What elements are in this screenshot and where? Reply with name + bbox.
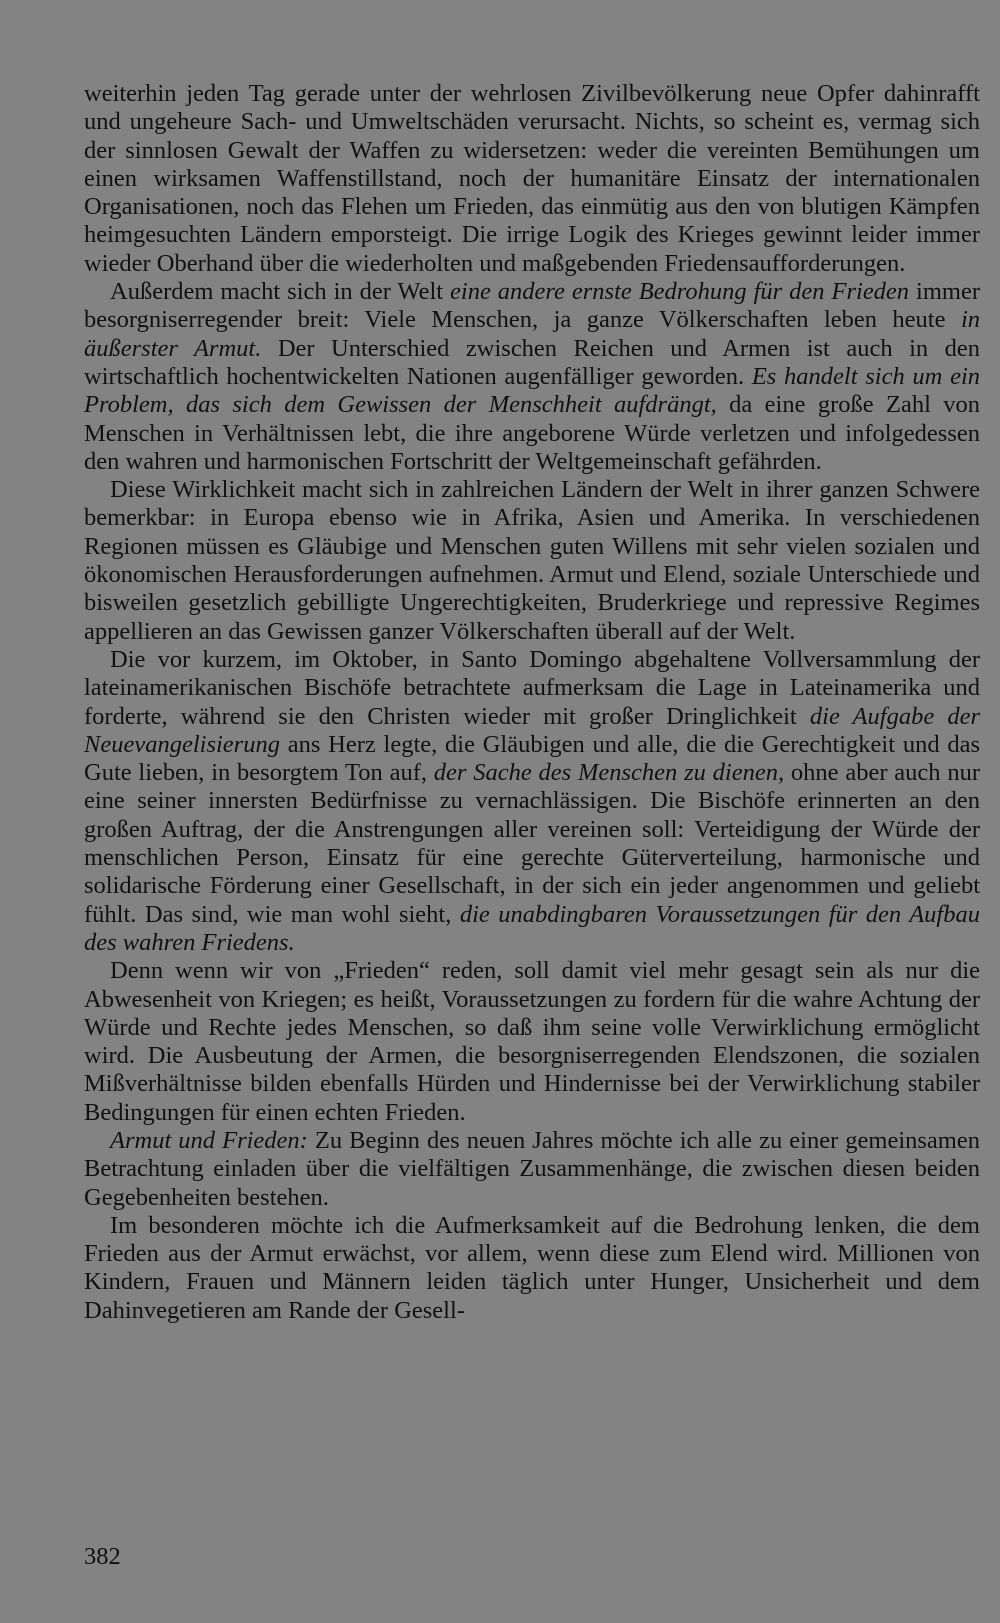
text-run: ans Herz legte, die Gläubigen und alle, die die Gerechtigkeit und das Gute lieben, in besorgtem Ton auf, <box>84 730 980 787</box>
italic-text: Armut und Frieden: <box>110 1126 308 1154</box>
text-run: Im besonderen möchte ich die Aufmerksamkeit auf die Bedrohung lenken, die dem Frieden aus der Armut erwächst, vor allem, wenn diese zum Elend wird. Millionen von Kindern, Frauen und Männern leiden täglich unter Hunger, Unsicherheit und dem Dahinvegetieren am Rande der Gesell- <box>84 1211 980 1324</box>
paragraph <box>84 957 980 1127</box>
italic-text: die Aufgabe der Neuevangelisierung <box>84 702 981 758</box>
italic-text: die unabdingbaren Voraussetzungen für den Aufbau des wahren Friedens. <box>84 900 980 956</box>
paragraph <box>84 1127 980 1212</box>
paragraph <box>84 476 980 646</box>
italic-text: der Sache des Menschen zu dienen, <box>433 759 785 787</box>
paragraph <box>84 646 980 957</box>
paragraph <box>84 278 980 476</box>
text-run: Zu Beginn des neuen Jahres möchte ich alle zu einer gemeinsamen Betrachtung einladen über die vielfältigen Zusammenhänge, die zwischen diesen beiden Gegebenheiten bestehen. <box>84 1126 980 1211</box>
paragraph <box>84 80 980 278</box>
paragraph <box>84 1212 980 1325</box>
text-run: da eine große Zahl von Menschen in Verhältnissen lebt, die ihre angeborene Würde verletzen und infolgedessen den wahren und harmonischen Fortschritt der Weltgemeinschaft gefährden. <box>84 391 980 475</box>
italic-text: eine andere ernste Bedrohung für den Frieden <box>450 278 910 306</box>
italic-text: Es handelt sich um ein Problem, das sich dem Gewissen der Menschheit aufdrängt, <box>84 362 981 419</box>
text-run: ohne aber auch nur eine seiner innersten Bedürfnisse zu vernachlässigen. Die Bischöfe erinnerten an den großen Auftrag, der die Anstrengungen aller vereinen soll: Verteidigung der Würde der menschlichen Person, Einsatz für eine gerechte Güterverteilung, harmonische und solidarische Förderung einer Gesellschaft, in der sich ein jeder angenommen und geliebt fühlt. Das sind, wie man wohl sieht, <box>84 759 980 928</box>
text-run: weiterhin jeden Tag gerade unter der wehrlosen Zivilbevölkerung neue Opfer dahinrafft und ungeheure Sach- und Umweltschäden verursacht. Nichts, so scheint es, vermag sich der sinnlosen Gewalt der Waffen zu widersetzen: weder die vereinten Bemühungen um einen wirksamen Waffenstillstand, noch der humanitäre Einsatz der internationalen Organisationen, noch das Flehen um Frieden, das einmütig aus den von blutigen Kämpfen heimgesuchten Ländern emporsteigt. Die irrige Logik des Krieges gewinnt leider immer wieder Oberhand über die wiederholten und maßgebenden Friedensaufforderungen. <box>84 80 980 277</box>
body-text <box>84 80 980 1325</box>
text-run: Außerdem macht sich in der Welt <box>110 278 451 306</box>
text-run: immer besorgniserregender breit: Viele Menschen, ja ganze Völkerschaften leben heute <box>84 278 980 334</box>
text-run: Denn wenn wir von „Frieden“ reden, soll damit viel mehr gesagt sein als nur die Abwesenheit von Kriegen; es heißt, Voraussetzungen zu fordern für die wahre Achtung der Würde und Rechte jedes Menschen, so daß ihm seine volle Verwirklichung ermöglicht wird. Die Ausbeutung der Armen, die besorgniserregenden Elendszonen, die sozialen Mißverhältnisse bilden ebenfalls Hürden und Hindernisse bei der Verwirklichung stabiler Bedingungen für einen echten Frieden. <box>84 957 980 1126</box>
italic-text: in äußerster Armut. <box>84 306 980 362</box>
text-run: Diese Wirklichkeit macht sich in zahlreichen Ländern der Welt in ihrer ganzen Schwere bemerkbar: in Europa ebenso wie in Afrika, Asien und Amerika. In verschiedenen Regionen müssen es Gläubige und Menschen guten Willens mit sehr vielen sozialen und ökonomischen Herausforderungen aufnehmen. Armut und Elend, soziale Unterschiede und bisweilen gesetzlich gebilligte Ungerechtigkeiten, Bruderkriege und repressive Regimes appellieren an das Gewissen ganzer Völkerschaften überall auf der Welt. <box>84 476 980 645</box>
text-run: Der Unterschied zwischen Reichen und Armen ist auch in den wirtschaftlich hochentwickelten Nationen augenfälliger geworden. <box>84 334 981 390</box>
page-number: 382 <box>84 1543 121 1570</box>
text-run: Die vor kurzem, im Oktober, in Santo Domingo abgehaltene Vollversammlung der lateinamerikanischen Bischöfe betrachtete aufmerksam die Lage in Lateinamerika und forderte, während sie den Christen wieder mit großer Dringlichkeit <box>84 645 980 730</box>
